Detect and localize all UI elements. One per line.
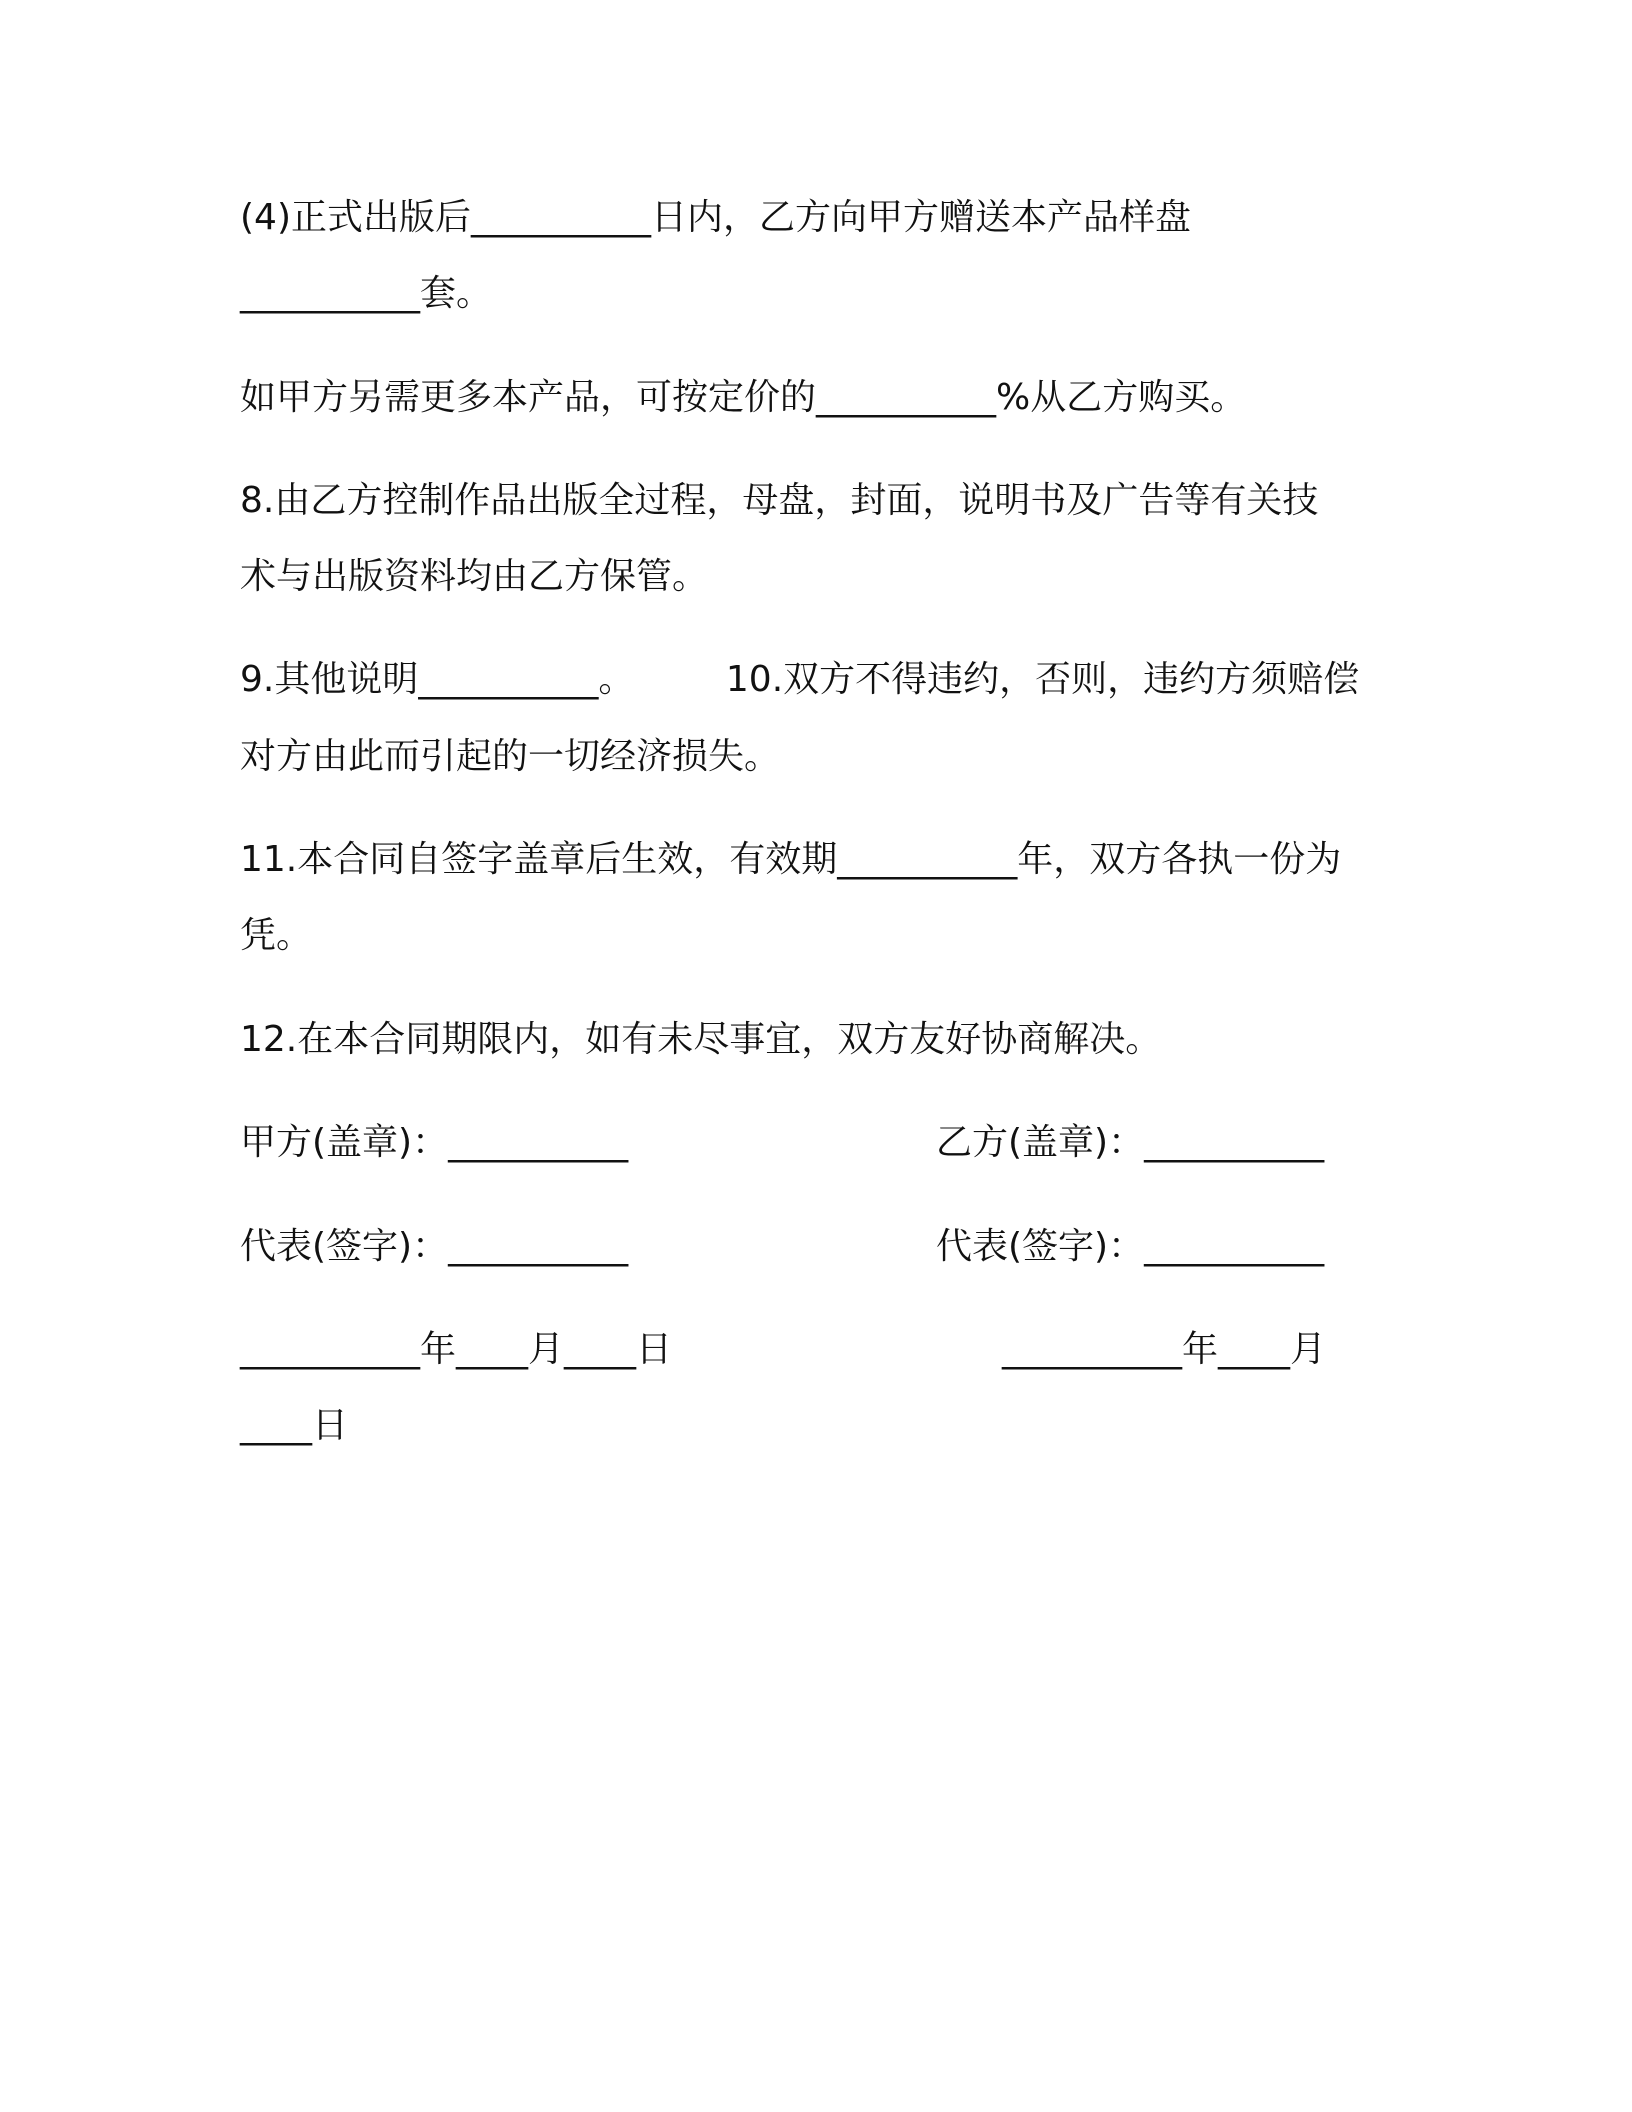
clause-10-line-2: 对方由此而引起的一切经济损失。: [240, 736, 781, 777]
party-a-representative: 代表(签字)：__________: [240, 1226, 629, 1267]
clause-8-line-1: 8.由乙方控制作品出版全过程，母盘，封面，说明书及广告等有关技: [240, 480, 1319, 521]
party-a-seal: 甲方(盖章)：__________: [240, 1122, 629, 1163]
party-b-date: __________年____月: [1002, 1329, 1326, 1370]
clause-4-line-2: __________套。: [240, 273, 493, 314]
clause-11-line-2: 凭。: [240, 915, 313, 956]
party-b-seal: 乙方(盖章)：__________: [936, 1122, 1325, 1163]
party-b-representative: 代表(签字)：__________: [936, 1226, 1325, 1267]
clause-9-10-line-1: 9.其他说明__________。 10.双方不得违约，否则，违约方须赔偿: [240, 659, 1360, 700]
party-a-date: __________年____月____日: [240, 1329, 672, 1370]
clause-12: 12.在本合同期限内，如有未尽事宜，双方友好协商解决。: [240, 1019, 1162, 1060]
clause-11-line-1: 11.本合同自签字盖章后生效，有效期__________年，双方各执一份为: [240, 839, 1342, 880]
party-b-date-day: ____日: [240, 1405, 349, 1446]
clause-8-line-2: 术与出版资料均由乙方保管。: [240, 556, 709, 597]
clause-4-extra-purchase: 如甲方另需更多本产品，可按定价的__________%从乙方购买。: [240, 377, 1247, 418]
clause-4-line-1: (4)正式出版后__________日内，乙方向甲方赠送本产品样盘: [240, 197, 1191, 238]
